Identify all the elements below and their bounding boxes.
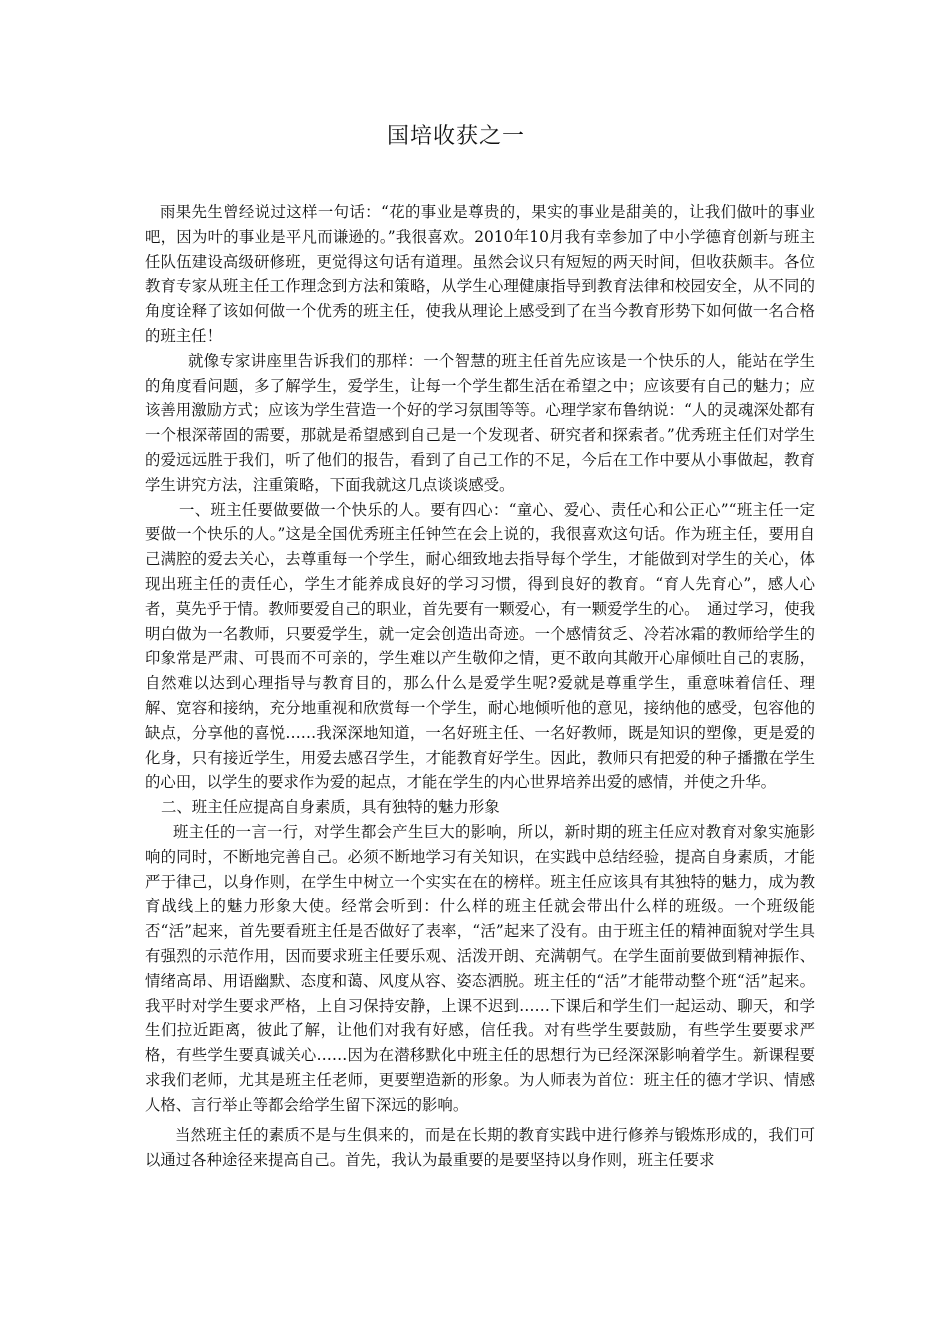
document-title: 国培收获之一 — [386, 124, 525, 149]
document-body — [145, 200, 815, 1173]
paragraph-section-two: 班主任的一言一行，对学生都会产生巨大的影响，所以，新时期的班主任应对教育对象实施影响的同时，不断地完善自己。必须不断地学习有关知识，在实践中总结经验，提高自身素质，才能严于律己，以身作则，在学生中树立一个实实在在的榜样。班主任应该具有其独特的魅力，成为教育战线上的魅力形象大使。经常会听到：什么样的班主任就会带出什么样的班级。一个班级能否“活”起来，首先要看班主任是否做好了表率，“活”起来了没有。由于班主任的精神面貌对学生具有强烈的示范作用，因而要求班主任要乐观、活泼开朗、充满朝气。在学生面前要做到精神振作、情绪高昂、用语幽默、态度和蔼、风度从容、姿态洒脱。班主任的“活”才能带动整个班“活”起来。我平时对学生要求严格，上自习保持安静，上课不迟到……下课后和学生们一起运动、聊天，和学生们拉近距离，彼此了解，让他们对我有好感，信任我。对有些学生要鼓励，有些学生要要求严格，有些学生要真诚关心……因为在潜移默化中班主任的思想行为已经深深影响着学生。新课程要求我们老师，尤其是班主任老师，更要塑造新的形象。为人师表为首位：班主任的德才学识、情感人格、言行举止等都会给学生留下深远的影响。 — [145, 822, 815, 1114]
paragraph-closing: 当然班主任的素质不是与生俱来的，而是在长期的教育实践中进行修养与锻炼形成的，我们可以通过各种途径来提高自己。首先，我认为最重要的是要坚持以身作则，班主任要求 — [145, 1126, 815, 1170]
paragraph-expert-lecture: 就像专家讲座里告诉我们的那样：一个智慧的班主任首先应该是一个快乐的人，能站在学生的角度看问题，多了解学生，爱学生，让每一个学生都生活在希望之中；应该要有自己的魅力；应该善用激励方式；应该为学生营造一个好的学习氛围等等。心理学家布鲁纳说：“人的灵魂深处都有一个根深蒂固的需要，那就是希望感到自己是一个发现者、研究者和探索者。”优秀班主任们对学生的爱远远胜于我们，听了他们的报告，看到了自己工作的不足，今后在工作中要从小事做起，教育学生讲究方法，注重策略，下面我就这几点谈谈感受。 — [145, 351, 815, 494]
paragraph-section-one: 一、班主任要做要做一个快乐的人。要有四心：“童心、爱心、责任心和公正心”“班主任一定要做一个快乐的人。”这是全国优秀班主任钟竺在会上说的，我很喜欢这句话。作为班主任，要用自己满腔的爱去关心，去尊重每一个学生，耐心细致地去指导每个学生，才能做到对学生的关心，体现出班主任的责任心，学生才能养成良好的学习习惯，得到良好的教育。“育人先育心”，感人心者，莫先乎于情。教师要爱自己的职业，首先要有一颗爱心，有一颗爱学生的心。 通过学习，使我明白做为一名教师，只要爱学生，就一定会创造出奇迹。一个感情贫乏、冷若冰霜的教师给学生的印象常是严肃、可畏而不可亲的，学生难以产生敬仰之情，更不敢向其敞开心扉倾吐自己的衷肠，自然难以达到心理指导与教育目的，那么什么是爱学生呢?爱就是尊重学生，重意味着信任、理解、宽容和接纳，充分地重视和欣赏每一个学生，耐心地倾听他的意见，接纳他的感受，包容他的缺点，分享他的喜悦……我深深地知道，一名好班主任、一名好教师，既是知识的塑像，更是爱的化身，只有接近学生，用爱去感召学生，才能教育好学生。因此，教师只有把爱的种子播撒在学生的心田，以学生的要求作为爱的起点，才能在学生的内心世界培养出爱的感情，并使之升华。 — [145, 500, 815, 792]
section-heading-two: 二、班主任应提高自身素质，具有独特的魅力形象 — [161, 798, 500, 817]
paragraph-intro: 雨果先生曾经说过这样一句话：“花的事业是尊贵的，果实的事业是甜美的，让我们做叶的事业吧，因为叶的事业是平凡而谦逊的。”我很喜欢。2010年10月我有幸参加了中小学德育创新与班主任队伍建设高级研修班，更觉得这句话有道理。虽然会议只有短短的两天时间，但收获颇丰。各位教育专家从班主任工作理念到方法和策略，从学生心理健康指导到教育法律和校园安全，从不同的角度诠释了该如何做一个优秀的班主任，使我从理论上感受到了在当今教育形势下如何做一名合格的班主任！ — [145, 203, 815, 345]
